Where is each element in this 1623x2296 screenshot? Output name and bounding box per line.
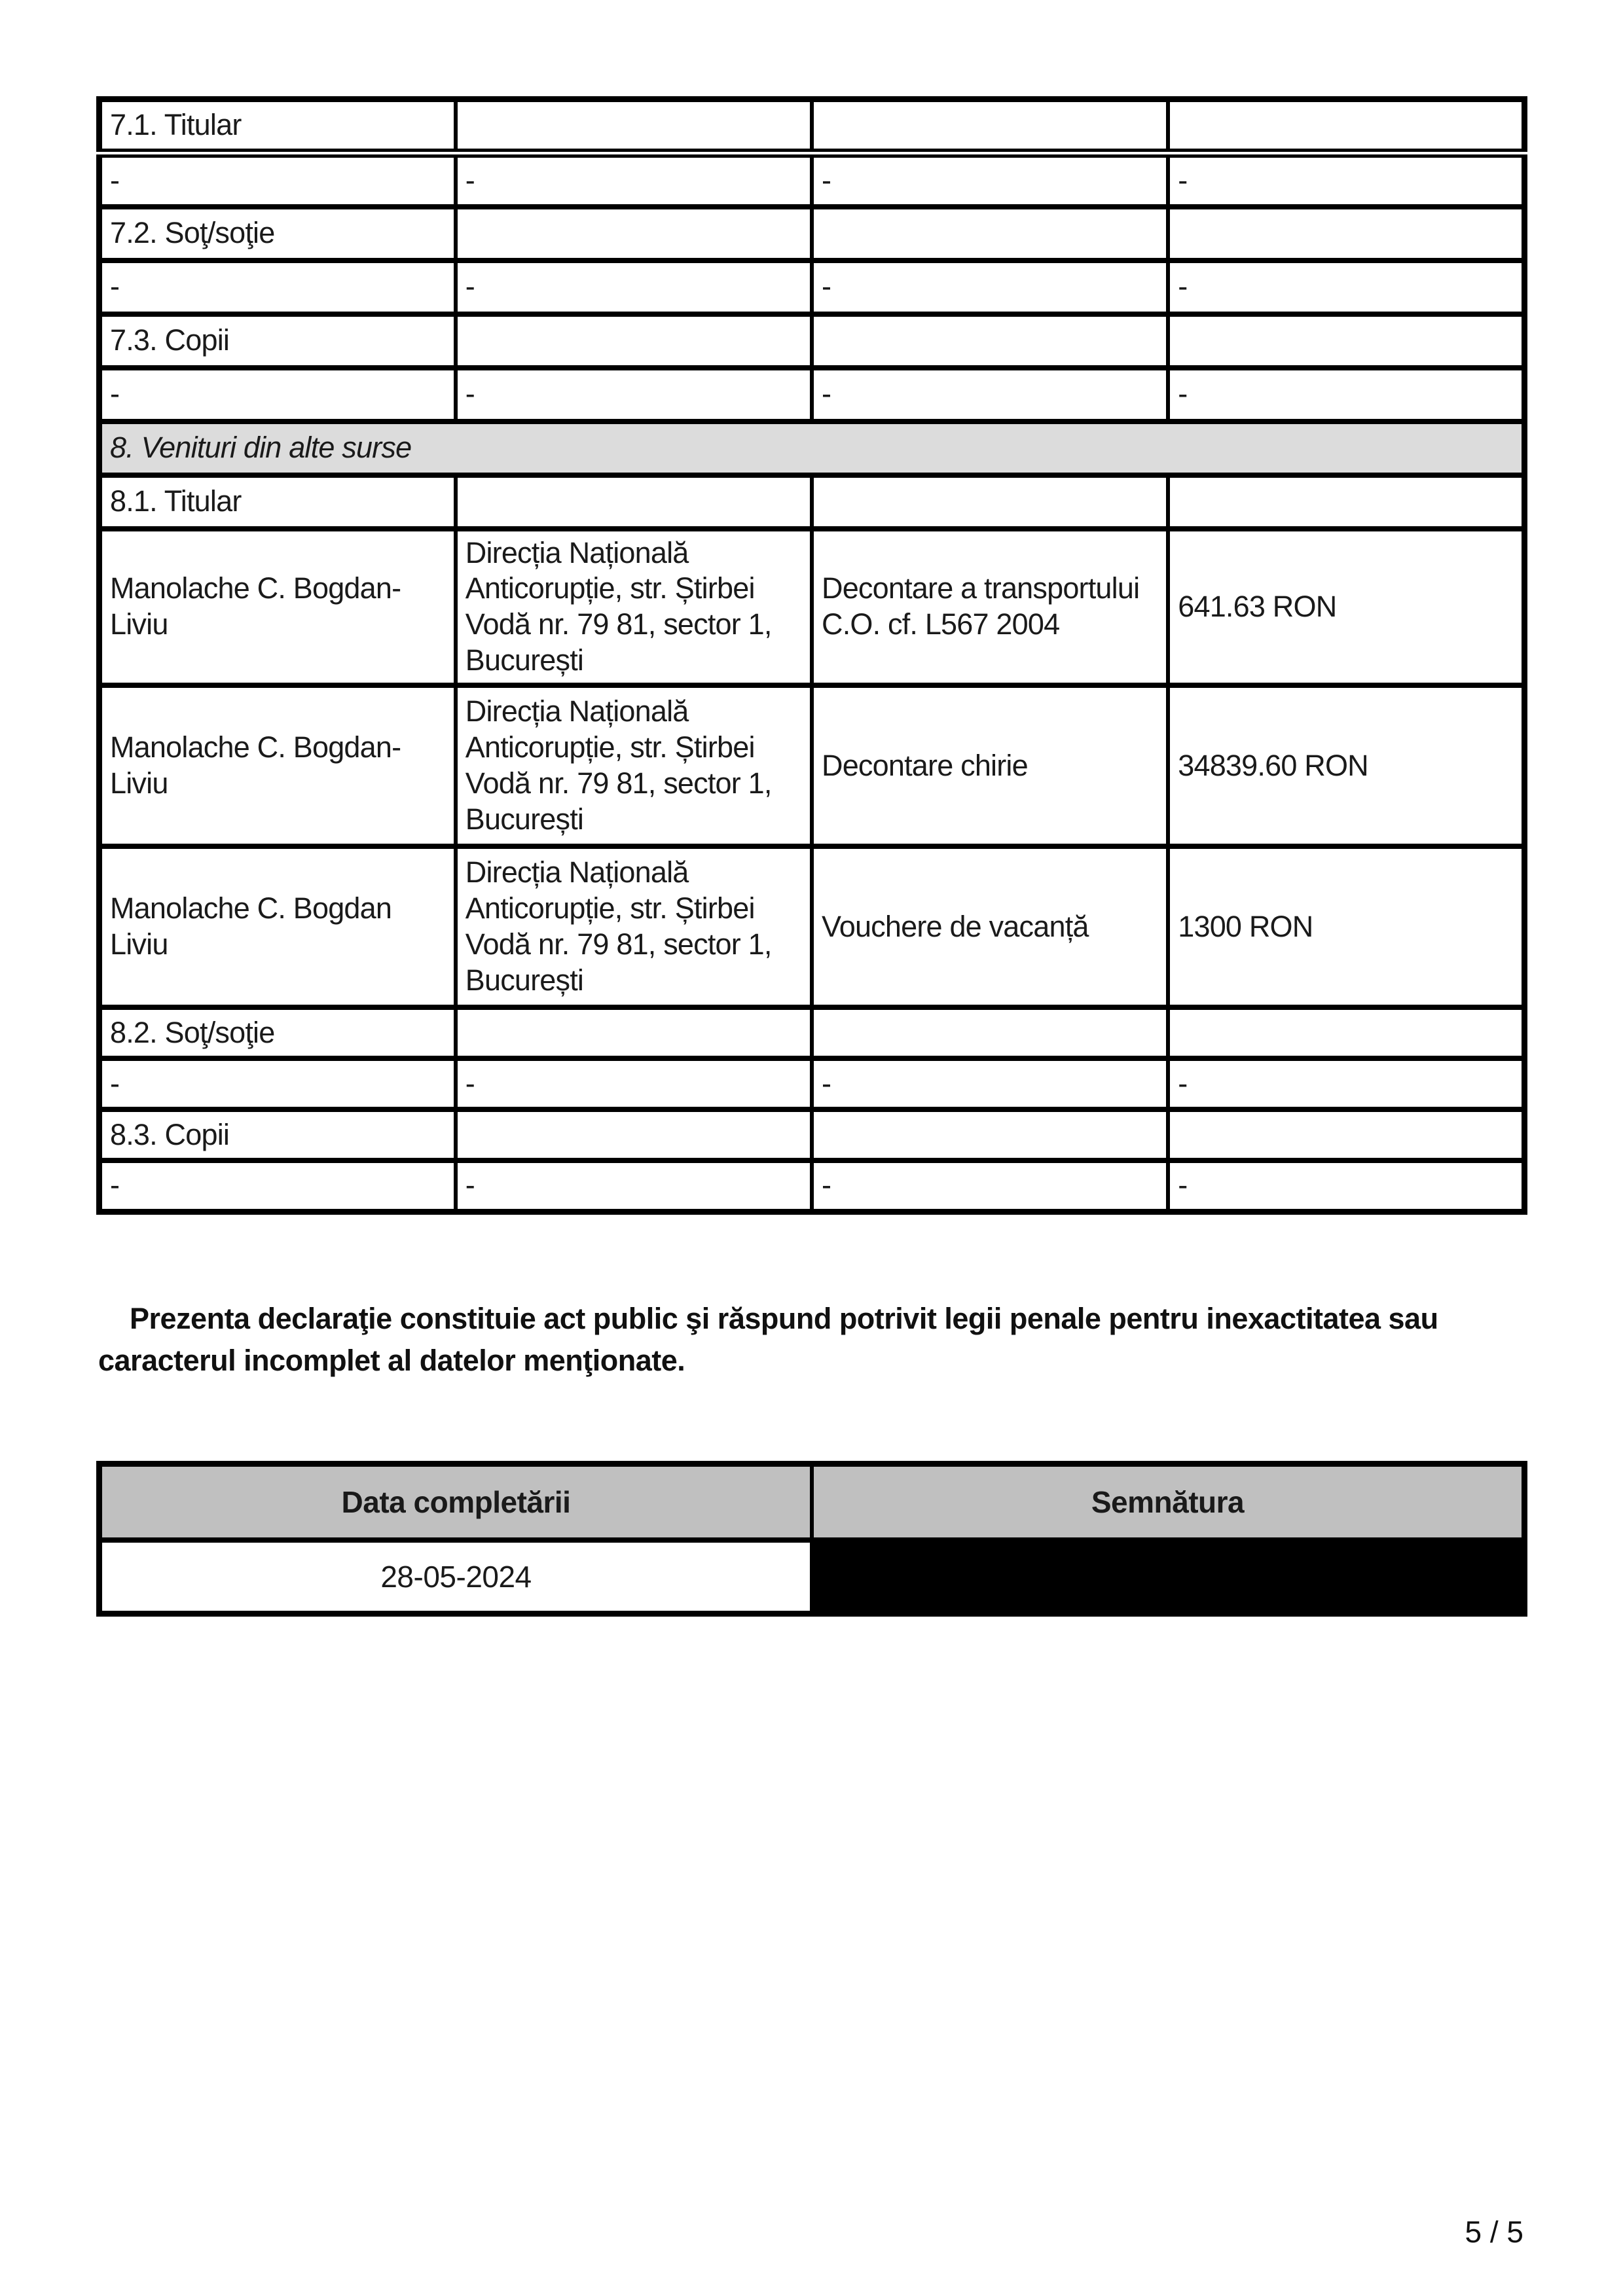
- table-row: [100, 99, 1525, 153]
- table-row: [100, 475, 1525, 529]
- signature-header-row: [100, 1464, 1525, 1540]
- empty-cell: [812, 314, 1168, 368]
- dash-cell: -: [100, 1058, 456, 1109]
- service-description-cell: Vouchere de vacanță: [812, 846, 1168, 1007]
- row-label-cell: 7.3. Copii: [100, 314, 456, 368]
- beneficiary-name-cell: Manolache C. Bogdan Liviu: [100, 846, 456, 1007]
- dash-cell: -: [100, 368, 456, 422]
- income-data-row: [100, 685, 1525, 846]
- annual-income-cell: 1300 RON: [1168, 846, 1524, 1007]
- section-header-row: [100, 422, 1525, 475]
- row-label-cell: 8.2. Soţ/soţie: [100, 1007, 456, 1058]
- signature-header-cell: Semnătura: [812, 1464, 1525, 1540]
- dash-cell: -: [100, 260, 456, 314]
- date-header-cell: Data completării: [100, 1464, 812, 1540]
- income-source-cell: Direcția Națională Anticorupție, str. Știrbei Vodă nr. 79 81, sector 1, București: [456, 529, 812, 686]
- table-row: [100, 1058, 1525, 1109]
- empty-cell: [812, 475, 1168, 529]
- empty-cell: [1168, 1109, 1524, 1160]
- empty-cell: [812, 1109, 1168, 1160]
- service-description-cell: Decontare chirie: [812, 685, 1168, 846]
- empty-cell: [1168, 99, 1524, 153]
- date-value-cell: 28-05-2024: [100, 1540, 812, 1614]
- annual-income-cell: 34839.60 RON: [1168, 685, 1524, 846]
- empty-cell: [456, 475, 812, 529]
- table-row: [100, 153, 1525, 207]
- dash-cell: -: [456, 153, 812, 207]
- dash-cell: -: [1168, 1160, 1524, 1211]
- dash-cell: -: [100, 1160, 456, 1211]
- dash-cell: -: [1168, 153, 1524, 207]
- empty-cell: [812, 207, 1168, 260]
- beneficiary-name-cell: Manolache C. Bogdan-Liviu: [100, 685, 456, 846]
- table-row: [100, 260, 1525, 314]
- table-row: [100, 1007, 1525, 1058]
- service-description-cell: Decontare a transportului C.O. cf. L567 2004: [812, 529, 1168, 686]
- declaration-note: Prezenta declaraţie constituie act public şi răspund potrivit legii penale pentru inexactitatea sau caracterul incomplet al datelor menţionate.: [98, 1302, 1438, 1377]
- row-label-cell: 7.1. Titular: [100, 99, 456, 153]
- signature-redaction: [812, 1540, 1525, 1614]
- table-row: [100, 207, 1525, 260]
- empty-cell: [456, 99, 812, 153]
- income-source-cell: Direcția Națională Anticorupție, str. Știrbei Vodă nr. 79 81, sector 1, București: [456, 685, 812, 846]
- empty-cell: [812, 99, 1168, 153]
- empty-cell: [456, 1007, 812, 1058]
- dash-cell: -: [812, 153, 1168, 207]
- empty-cell: [456, 207, 812, 260]
- income-data-row: [100, 846, 1525, 1007]
- empty-cell: [812, 1007, 1168, 1058]
- dash-cell: -: [812, 260, 1168, 314]
- table-row: [100, 1160, 1525, 1211]
- signature-table: [96, 1461, 1527, 1617]
- table-row: [100, 314, 1525, 368]
- income-source-cell: Direcția Națională Anticorupție, str. Știrbei Vodă nr. 79 81, sector 1, București: [456, 846, 812, 1007]
- dash-cell: -: [1168, 260, 1524, 314]
- income-table: [96, 96, 1527, 1215]
- empty-cell: [456, 1109, 812, 1160]
- dash-cell: -: [456, 1160, 812, 1211]
- row-label-cell: 8.1. Titular: [100, 475, 456, 529]
- section-header-cell: 8. Venituri din alte surse: [100, 422, 1525, 475]
- table-row: [100, 368, 1525, 422]
- row-label-cell: 8.3. Copii: [100, 1109, 456, 1160]
- dash-cell: -: [1168, 368, 1524, 422]
- empty-cell: [1168, 314, 1524, 368]
- dash-cell: -: [456, 1058, 812, 1109]
- empty-cell: [1168, 475, 1524, 529]
- dash-cell: -: [100, 153, 456, 207]
- empty-cell: [456, 314, 812, 368]
- row-label-cell: 7.2. Soţ/soţie: [100, 207, 456, 260]
- dash-cell: -: [1168, 1058, 1524, 1109]
- signature-data-row: [100, 1540, 1525, 1614]
- annual-income-cell: 641.63 RON: [1168, 529, 1524, 686]
- dash-cell: -: [456, 260, 812, 314]
- page-number: 5 / 5: [1465, 2215, 1523, 2249]
- income-data-row: [100, 529, 1525, 686]
- dash-cell: -: [812, 1058, 1168, 1109]
- dash-cell: -: [812, 1160, 1168, 1211]
- empty-cell: [1168, 207, 1524, 260]
- dash-cell: -: [812, 368, 1168, 422]
- beneficiary-name-cell: Manolache C. Bogdan-Liviu: [100, 529, 456, 686]
- table-row: [100, 1109, 1525, 1160]
- dash-cell: -: [456, 368, 812, 422]
- empty-cell: [1168, 1007, 1524, 1058]
